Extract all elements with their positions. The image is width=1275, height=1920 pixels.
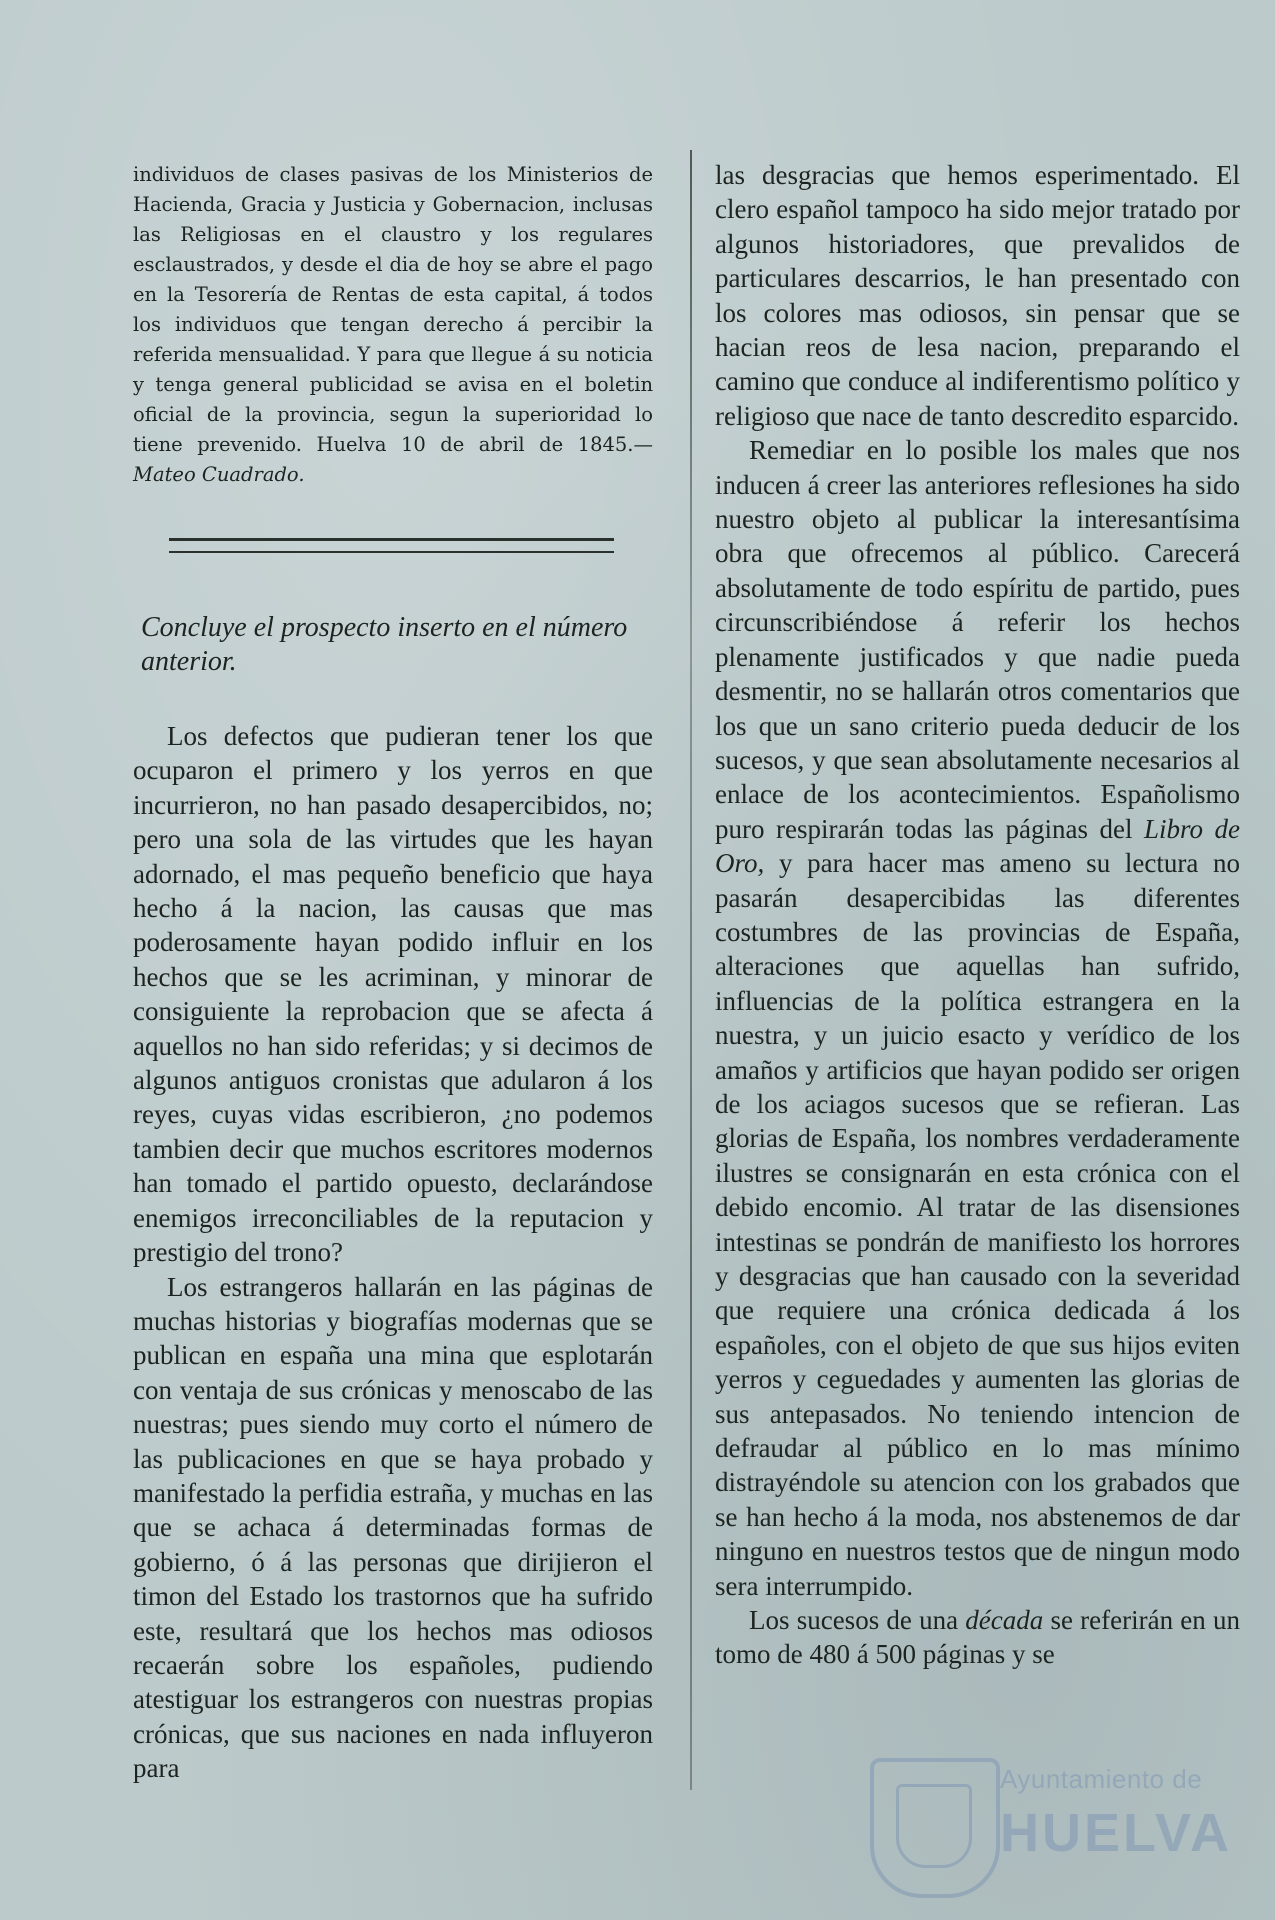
paragraph-decade <box>715 1603 1240 1672</box>
watermark-line1: Ayuntamiento de <box>1000 1764 1203 1794</box>
official-notice <box>133 160 653 490</box>
archive-watermark <box>870 1750 1232 1900</box>
paragraph-remedy <box>715 433 1240 1603</box>
section-rule <box>169 538 614 553</box>
decade-word: década <box>965 1605 1044 1636</box>
watermark-line2: HUELVA <box>1000 1803 1232 1863</box>
left-column <box>133 160 653 1786</box>
paragraph-foreigners: Los estrangeros hallarán en las páginas de muchas historias y biografías modernas que se publican en españa una mina que esplotarán con ventaja de sus crónicas y menoscabo de las nuestras; pues siendo muy corto el número de las publicaciones en que se haya probado y manifestado la perfidia estraña, y muchas en las que se achaca á determinadas formas de gobierno, ó á las personas que dirijieron el timon del Estado los trastornos que ha sufrido este, resultará que los hechos mas odiosos recaerán sobre los españoles, pudiendo atestiguar los estrangeros con nuestras propias crónicas, que sus naciones en nada influyeron para <box>133 1271 653 1784</box>
decade-text-a: Los sucesos de una <box>749 1605 966 1636</box>
right-column <box>715 158 1240 1672</box>
remedy-text-a: Remediar en lo posible los males que nos inducen á creer las anteriores reflesiones ha sido nuestro objeto al publicar la interesantísima obra que ofrecemos al público. Carecerá absolutamente de todo espíritu de partido, pues circunscribiéndose á referir los hechos plenamente justificados y que nadie pueda desmentir, no se hallarán otros comentarios que los que un sano criterio pueda deducir de los sucesos, y que sean absolutamente necesarios al enlace de los acontecimientos. Españolismo puro respirarán todas las páginas del <box>715 435 1240 844</box>
book-title: Libro de Oro, <box>715 813 1240 879</box>
section-heading: Concluye el prospecto inserto en el número anterior. <box>141 612 628 677</box>
paragraph-defects: Los defectos que pudieran tener los que ocuparon el primero y los yerros en que incurrieron, no han pasado desapercibidos, no; pero una sola de las virtudes que les hayan adornado, el mas pequeño beneficio que haya hecho á la nacion, las causas que mas poderosamente hayan podido influir en los hechos que se les acriminan, y minorar de consiguiente la reprobacion que se afecta á aquellos no han sido referidas; y si decimos de algunos antiguos cronistas que adularon á los reyes, cuyas vidas escribieron, ¿no podemos tambien decir que muchos escritores modernos han tomado el partido opuesto, declarándose enemigos irreconciliables de la reputacion y prestigio del trono? <box>133 721 653 1268</box>
coat-of-arms-icon <box>870 1758 1000 1898</box>
column-divider <box>690 150 692 1790</box>
paragraph-continuation: las desgracias que hemos esperimentado. El clero español tampoco ha sido mejor tratado por algunos historiadores, que prevalidos de particulares descarrios, le han presentado con los colores mas odiosos, sin pensar que se hacian reos de lesa nacion, preparando el camino que conduce al indiferentismo político y religioso que nace de tanto descredito esparcido. <box>715 160 1240 431</box>
notice-signature: Mateo Cuadrado. <box>133 463 305 486</box>
remedy-text-b: y para hacer mas ameno su lectura no pasarán desapercibidas las diferentes costumbres de las provincias de España, alteraciones que aquellas han sufrido, influencias de la política estrangera en la nuestra, y un juicio esacto y verídico de los amaños y artificios que hayan podido ser origen de los aciagos sucesos que se refieran. Las glorias de España, los nombres verdaderamente ilustres se consignarán en esta crónica con el debido encomio. Al tratar de las disensiones intestinas se pondrán de manifiesto los horrores y desgracias que han causado con la severidad que requiere una crónica dedicada á los españoles, con el objeto de que sus hijos eviten yerros y ceguedades y aumenten las glorias de sus antepasados. No teniendo intencion de defraudar al público en lo mas mínimo distrayéndole su atencion con los grabados que se han hecho á la moda, nos abstenemos de dar ninguno en nuestros testos que de ningun modo sera interrumpido. <box>715 848 1240 1601</box>
notice-text: individuos de clases pasivas de los Ministerios de Hacienda, Gracia y Justicia y Gobernacion, inclusas las Religiosas en el claustro y los regulares esclaustrados, y desde el dia de hoy se abre el pago en la Tesorería de Rentas de esta capital, á todos los individuos que tengan derecho á percibir la referida mensualidad. Y para que llegue á su noticia y tenga general publicidad se avisa en el boletin oficial de la provincia, segun la superioridad lo tiene prevenido. Huelva 10 de abril de 1845.— <box>133 163 653 456</box>
decade-text-b: se referirán en un tomo de 480 á 500 páginas y se <box>715 1605 1240 1670</box>
